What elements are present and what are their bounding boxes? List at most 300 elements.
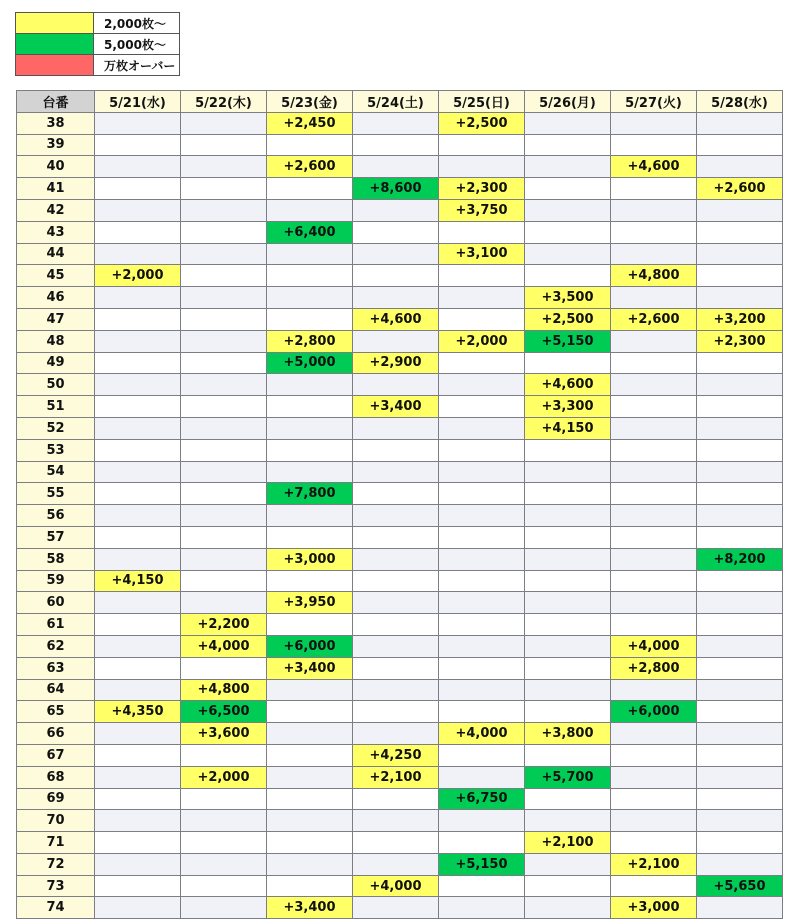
result-cell: +2,600 <box>611 308 697 330</box>
result-cell <box>267 439 353 461</box>
result-cell <box>267 832 353 854</box>
result-cell <box>611 614 697 636</box>
result-cell <box>95 417 181 439</box>
result-cell <box>267 461 353 483</box>
table-row <box>17 439 783 461</box>
result-cell <box>353 461 439 483</box>
result-cell <box>353 243 439 265</box>
result-cell <box>267 875 353 897</box>
result-cell: +8,200 <box>697 548 783 570</box>
result-cell <box>181 853 267 875</box>
machine-number: 62 <box>17 635 95 657</box>
result-cell <box>697 199 783 221</box>
color-legend <box>15 12 180 76</box>
result-cell <box>525 614 611 636</box>
result-cell <box>697 221 783 243</box>
result-cell <box>697 505 783 527</box>
result-cell: +4,250 <box>353 744 439 766</box>
result-cell <box>525 134 611 156</box>
result-cell: +3,400 <box>267 657 353 679</box>
table-row <box>17 766 783 788</box>
result-cell <box>353 526 439 548</box>
result-cell <box>611 221 697 243</box>
result-cell <box>267 287 353 309</box>
machine-number: 45 <box>17 265 95 287</box>
result-cell <box>95 897 181 919</box>
machine-number: 60 <box>17 592 95 614</box>
result-cell <box>525 439 611 461</box>
result-cell <box>611 134 697 156</box>
table-row <box>17 330 783 352</box>
table-row <box>17 352 783 374</box>
result-cell <box>525 853 611 875</box>
result-cell: +4,150 <box>525 417 611 439</box>
table-row <box>17 308 783 330</box>
result-cell <box>611 548 697 570</box>
result-cell: +2,500 <box>439 112 525 134</box>
result-cell <box>95 766 181 788</box>
result-cell <box>95 853 181 875</box>
result-cell <box>439 265 525 287</box>
result-cell <box>697 134 783 156</box>
result-cell <box>353 657 439 679</box>
table-row <box>17 461 783 483</box>
result-cell <box>525 265 611 287</box>
result-cell <box>181 374 267 396</box>
machine-number: 55 <box>17 483 95 505</box>
result-cell <box>95 679 181 701</box>
result-cell <box>697 483 783 505</box>
result-cell <box>439 308 525 330</box>
result-cell <box>181 112 267 134</box>
result-cell <box>95 352 181 374</box>
result-cell <box>439 744 525 766</box>
result-cell <box>611 112 697 134</box>
result-cell <box>181 221 267 243</box>
result-cell <box>95 614 181 636</box>
result-cell <box>525 592 611 614</box>
machine-number: 63 <box>17 657 95 679</box>
machine-number-header: 台番 <box>17 91 95 113</box>
result-cell <box>353 417 439 439</box>
result-cell <box>697 396 783 418</box>
result-cell <box>267 243 353 265</box>
result-cell <box>439 592 525 614</box>
result-cell <box>95 199 181 221</box>
machine-number: 65 <box>17 701 95 723</box>
result-cell <box>353 723 439 745</box>
machine-number: 47 <box>17 308 95 330</box>
result-cell: +3,500 <box>525 287 611 309</box>
result-cell <box>439 526 525 548</box>
result-cell: +4,150 <box>95 570 181 592</box>
table-row <box>17 570 783 592</box>
result-cell <box>439 614 525 636</box>
result-cell <box>697 417 783 439</box>
table-row <box>17 483 783 505</box>
result-cell: +2,200 <box>181 614 267 636</box>
result-cell <box>697 897 783 919</box>
result-cell: +4,000 <box>439 723 525 745</box>
result-cell <box>525 701 611 723</box>
result-cell <box>95 461 181 483</box>
result-cell <box>95 788 181 810</box>
table-row <box>17 701 783 723</box>
machine-number: 38 <box>17 112 95 134</box>
result-cell <box>525 178 611 200</box>
result-cell <box>267 396 353 418</box>
result-cell: +6,000 <box>611 701 697 723</box>
result-cell <box>267 308 353 330</box>
result-cell <box>353 287 439 309</box>
result-cell <box>525 461 611 483</box>
result-cell: +3,800 <box>525 723 611 745</box>
result-cell <box>611 287 697 309</box>
machine-number: 58 <box>17 548 95 570</box>
result-cell <box>697 614 783 636</box>
result-cell <box>697 243 783 265</box>
result-cell <box>525 221 611 243</box>
result-cell: +2,300 <box>697 330 783 352</box>
result-cell <box>95 374 181 396</box>
result-cell <box>697 439 783 461</box>
result-cell <box>611 505 697 527</box>
result-cell <box>611 723 697 745</box>
result-cell <box>439 548 525 570</box>
result-cell <box>95 483 181 505</box>
result-cell: +2,300 <box>439 178 525 200</box>
table-row <box>17 374 783 396</box>
result-cell <box>439 287 525 309</box>
result-cell: +2,100 <box>611 853 697 875</box>
result-cell <box>697 701 783 723</box>
result-cell <box>697 723 783 745</box>
result-cell: +2,000 <box>95 265 181 287</box>
result-cell <box>525 679 611 701</box>
table-row <box>17 396 783 418</box>
result-cell <box>181 134 267 156</box>
result-cell <box>525 875 611 897</box>
result-cell <box>611 330 697 352</box>
result-cell <box>697 156 783 178</box>
result-cell <box>353 199 439 221</box>
result-cell <box>181 526 267 548</box>
legend-label: 5,000枚～ <box>94 34 180 55</box>
result-cell: +3,400 <box>353 396 439 418</box>
result-cell <box>439 134 525 156</box>
table-row <box>17 679 783 701</box>
result-cell <box>95 243 181 265</box>
result-cell <box>267 788 353 810</box>
result-cell <box>525 483 611 505</box>
date-header: 5/22(木) <box>181 91 267 113</box>
result-cell <box>267 766 353 788</box>
result-cell: +5,150 <box>525 330 611 352</box>
result-cell <box>611 810 697 832</box>
result-cell <box>267 614 353 636</box>
result-cell <box>181 832 267 854</box>
result-cell <box>181 810 267 832</box>
result-cell <box>697 766 783 788</box>
result-cell <box>181 439 267 461</box>
result-cell <box>95 635 181 657</box>
result-cell <box>611 417 697 439</box>
result-cell <box>353 112 439 134</box>
machine-number: 69 <box>17 788 95 810</box>
result-cell: +5,150 <box>439 853 525 875</box>
table-row <box>17 897 783 919</box>
legend-label: 2,000枚～ <box>94 13 180 34</box>
result-cell <box>353 614 439 636</box>
result-cell <box>181 875 267 897</box>
date-header: 5/25(日) <box>439 91 525 113</box>
legend-item <box>16 34 180 55</box>
result-cell <box>267 853 353 875</box>
result-cell <box>353 548 439 570</box>
result-cell <box>95 592 181 614</box>
result-cell: +5,700 <box>525 766 611 788</box>
machine-number: 46 <box>17 287 95 309</box>
result-cell <box>439 810 525 832</box>
result-cell <box>439 396 525 418</box>
result-cell <box>611 766 697 788</box>
result-cell <box>611 439 697 461</box>
result-cell: +3,300 <box>525 396 611 418</box>
result-cell <box>697 265 783 287</box>
result-cell <box>95 396 181 418</box>
result-cell <box>697 853 783 875</box>
result-cell <box>611 178 697 200</box>
result-cell <box>353 832 439 854</box>
table-row <box>17 526 783 548</box>
result-cell <box>439 461 525 483</box>
result-cell <box>525 112 611 134</box>
result-cell: +7,800 <box>267 483 353 505</box>
result-cell <box>181 352 267 374</box>
result-cell <box>353 788 439 810</box>
result-cell <box>525 897 611 919</box>
result-cell <box>353 570 439 592</box>
result-cell <box>267 526 353 548</box>
result-cell <box>95 875 181 897</box>
machine-number: 61 <box>17 614 95 636</box>
result-cell <box>353 679 439 701</box>
result-cell <box>439 417 525 439</box>
result-cell <box>439 570 525 592</box>
result-cell: +5,000 <box>267 352 353 374</box>
machine-number: 64 <box>17 679 95 701</box>
result-cell <box>611 570 697 592</box>
result-cell: +3,200 <box>697 308 783 330</box>
result-cell <box>439 701 525 723</box>
machine-number: 44 <box>17 243 95 265</box>
result-cell: +2,100 <box>525 832 611 854</box>
result-cell <box>525 788 611 810</box>
result-cell: +2,450 <box>267 112 353 134</box>
result-cell <box>611 483 697 505</box>
result-cell <box>697 526 783 548</box>
result-cell <box>611 243 697 265</box>
date-header: 5/27(火) <box>611 91 697 113</box>
result-cell: +3,600 <box>181 723 267 745</box>
table-row <box>17 199 783 221</box>
result-cell <box>439 483 525 505</box>
machine-number: 73 <box>17 875 95 897</box>
result-cell <box>611 199 697 221</box>
result-cell <box>95 505 181 527</box>
result-cell <box>181 199 267 221</box>
machine-number: 70 <box>17 810 95 832</box>
result-cell <box>353 265 439 287</box>
result-cell <box>95 330 181 352</box>
result-cell <box>267 178 353 200</box>
table-row <box>17 614 783 636</box>
machine-number: 68 <box>17 766 95 788</box>
result-cell: +4,000 <box>353 875 439 897</box>
result-cell <box>611 461 697 483</box>
result-cell <box>697 635 783 657</box>
table-row <box>17 505 783 527</box>
result-cell <box>697 570 783 592</box>
machine-number: 74 <box>17 897 95 919</box>
machine-number: 72 <box>17 853 95 875</box>
result-cell <box>267 417 353 439</box>
result-cell <box>439 635 525 657</box>
result-cell <box>267 701 353 723</box>
result-cell <box>95 548 181 570</box>
result-cell <box>181 897 267 919</box>
result-cell <box>525 810 611 832</box>
result-cell <box>611 875 697 897</box>
result-cell <box>439 679 525 701</box>
machine-number: 56 <box>17 505 95 527</box>
table-row <box>17 657 783 679</box>
result-cell: +2,000 <box>439 330 525 352</box>
result-cell: +3,950 <box>267 592 353 614</box>
result-cell <box>181 243 267 265</box>
result-cell <box>181 178 267 200</box>
result-cell: +6,000 <box>267 635 353 657</box>
result-cell <box>697 744 783 766</box>
result-cell <box>439 897 525 919</box>
machine-number: 40 <box>17 156 95 178</box>
machine-number: 66 <box>17 723 95 745</box>
result-cell <box>95 810 181 832</box>
result-cell: +4,000 <box>611 635 697 657</box>
table-row <box>17 853 783 875</box>
result-cell <box>353 592 439 614</box>
table-row <box>17 156 783 178</box>
result-cell <box>353 439 439 461</box>
result-cell: +2,900 <box>353 352 439 374</box>
result-cell <box>439 439 525 461</box>
result-cell: +6,750 <box>439 788 525 810</box>
table-row <box>17 221 783 243</box>
result-cell <box>181 788 267 810</box>
table-row <box>17 417 783 439</box>
result-cell: +4,600 <box>525 374 611 396</box>
result-cell <box>181 287 267 309</box>
result-cell <box>353 156 439 178</box>
result-cell <box>267 134 353 156</box>
machine-number: 49 <box>17 352 95 374</box>
result-cell <box>353 635 439 657</box>
result-cell: +5,650 <box>697 875 783 897</box>
result-cell <box>95 156 181 178</box>
machine-number: 53 <box>17 439 95 461</box>
table-row <box>17 635 783 657</box>
legend-item <box>16 13 180 34</box>
result-cell <box>181 592 267 614</box>
machine-number: 59 <box>17 570 95 592</box>
result-cell <box>181 330 267 352</box>
result-cell <box>95 526 181 548</box>
result-cell <box>181 417 267 439</box>
result-cell <box>697 657 783 679</box>
result-cell <box>95 657 181 679</box>
result-cell <box>267 570 353 592</box>
result-cell: +2,100 <box>353 766 439 788</box>
result-cell: +3,000 <box>267 548 353 570</box>
result-cell: +2,800 <box>267 330 353 352</box>
result-cell <box>439 875 525 897</box>
result-cell <box>697 374 783 396</box>
result-cell <box>439 352 525 374</box>
result-cell <box>697 832 783 854</box>
result-cell <box>525 156 611 178</box>
result-cell <box>181 461 267 483</box>
table-row <box>17 243 783 265</box>
result-cell <box>697 287 783 309</box>
slot-results-table <box>16 90 783 919</box>
result-cell <box>697 679 783 701</box>
table-row <box>17 875 783 897</box>
result-cell <box>525 526 611 548</box>
date-header: 5/28(水) <box>697 91 783 113</box>
result-cell <box>611 592 697 614</box>
date-header: 5/23(金) <box>267 91 353 113</box>
result-cell <box>439 766 525 788</box>
result-cell: +2,500 <box>525 308 611 330</box>
result-cell <box>181 548 267 570</box>
result-cell <box>611 788 697 810</box>
table-row <box>17 178 783 200</box>
result-cell <box>611 396 697 418</box>
result-cell <box>611 832 697 854</box>
result-cell <box>181 396 267 418</box>
result-cell: +2,600 <box>267 156 353 178</box>
result-cell <box>95 221 181 243</box>
result-cell: +4,600 <box>353 308 439 330</box>
result-cell <box>525 199 611 221</box>
result-cell <box>267 744 353 766</box>
result-cell <box>181 265 267 287</box>
result-cell <box>181 657 267 679</box>
result-cell <box>267 374 353 396</box>
result-cell <box>439 832 525 854</box>
result-cell <box>697 592 783 614</box>
table-row <box>17 287 783 309</box>
result-cell <box>525 635 611 657</box>
result-cell <box>267 679 353 701</box>
result-cell <box>353 330 439 352</box>
table-row <box>17 832 783 854</box>
result-cell <box>353 374 439 396</box>
table-row <box>17 723 783 745</box>
machine-number: 71 <box>17 832 95 854</box>
machine-number: 51 <box>17 396 95 418</box>
machine-number: 67 <box>17 744 95 766</box>
